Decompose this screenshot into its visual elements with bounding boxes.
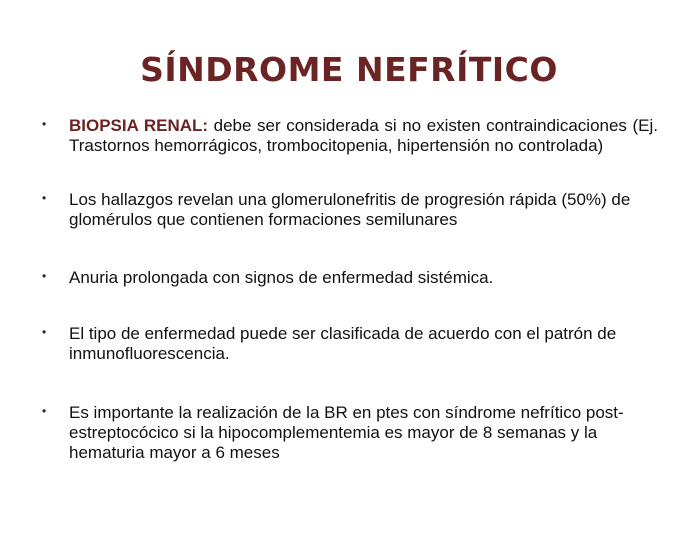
bullet-body: debe ser considerada si no existen contraindicaciones (Ej. Trastornos hemorrágicos, trombocitopenia, hipertensión no controlada) [69, 116, 658, 155]
bullet-text: Los hallazgos revelan una glomerulonefritis de progresión rápida (50%) de glomérulos que contienen formaciones semilunares [69, 190, 631, 229]
bullet-label: BIOPSIA RENAL: [69, 116, 209, 135]
bullet-icon: • [42, 269, 47, 283]
bullet-icon: • [42, 325, 47, 339]
bullet-item [40, 403, 658, 463]
bullet-list [40, 116, 658, 463]
bullet-item [40, 116, 658, 156]
bullet-text [69, 116, 658, 156]
bullet-icon: • [42, 117, 47, 131]
bullet-icon: • [42, 191, 47, 205]
bullet-text: El tipo de enfermedad puede ser clasificada de acuerdo con el patrón de inmunofluorescencia. [69, 324, 617, 363]
bullet-item [40, 268, 658, 288]
bullet-icon: • [42, 404, 47, 418]
bullet-text: Anuria prolongada con signos de enfermedad sistémica. [69, 268, 494, 287]
bullet-item [40, 324, 658, 364]
bullet-text: Es importante la realización de la BR en ptes con síndrome nefrítico post- estreptocócico si la hipocomplementemia es mayor de 8 semanas y la hematuria mayor a 6 meses [69, 403, 624, 462]
bullet-item [40, 190, 658, 230]
slide-title: SÍNDROME NEFRÍTICO [140, 50, 558, 89]
